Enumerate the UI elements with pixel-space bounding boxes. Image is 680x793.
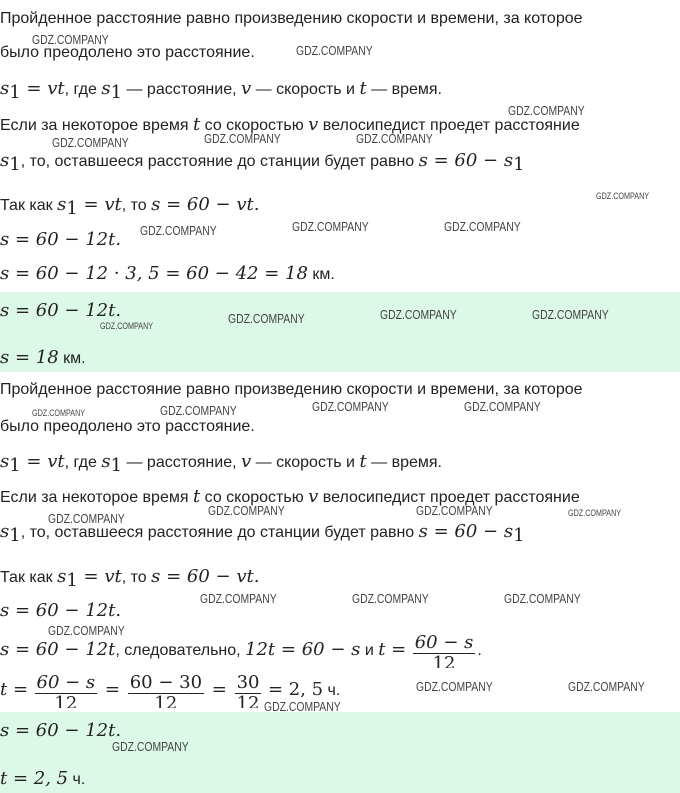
- fraction: $\frac{30}{12}$: [236, 672, 260, 709]
- watermark: GDZ.COMPANY: [52, 135, 129, 150]
- watermark: GDZ.COMPANY: [140, 223, 217, 238]
- watermark: GDZ.COMPANY: [100, 321, 154, 331]
- answer-line: s = 60 − 12t.: [0, 300, 122, 321]
- answer-line: s = 60 − 12t.: [0, 720, 122, 741]
- watermark: GDZ.COMPANY: [264, 699, 341, 714]
- watermark: GDZ.COMPANY: [296, 43, 373, 58]
- watermark: GDZ.COMPANY: [568, 508, 622, 518]
- paragraph-line: Если за некоторое время t со скоростью v велосипедист проедет расстояние: [0, 114, 580, 135]
- fraction: $\frac{60 - 30}{12}$: [129, 672, 203, 709]
- paragraph-line: $s_1$, то, оставшееся расстояние до станции будет равно $s = 60 - s_1$: [0, 521, 525, 547]
- watermark: GDZ.COMPANY: [32, 32, 109, 47]
- formula-line: s = 60 − 12 · 3, 5 = 60 − 42 = 18 км.: [0, 263, 335, 284]
- formula-line: $s_1$ = vt, где $s_1$ — расстояние, v — скорость и t — время.: [0, 451, 442, 477]
- watermark: GDZ.COMPANY: [352, 591, 429, 606]
- watermark: GDZ.COMPANY: [32, 408, 86, 418]
- watermark: GDZ.COMPANY: [48, 623, 125, 638]
- watermark: GDZ.COMPANY: [200, 591, 277, 606]
- formula-line: $s_1$ = vt, где $s_1$ — расстояние, v — скорость и t — время.: [0, 78, 442, 104]
- watermark: GDZ.COMPANY: [292, 219, 369, 234]
- watermark: GDZ.COMPANY: [596, 191, 650, 201]
- paragraph-line: $s_1$, то, оставшееся расстояние до станции будет равно $s = 60 - s_1$: [0, 150, 525, 176]
- paragraph-line: Пройденное расстояние равно произведению скорости и времени, за которое: [0, 10, 583, 27]
- watermark: GDZ.COMPANY: [416, 679, 493, 694]
- watermark: GDZ.COMPANY: [532, 307, 609, 322]
- watermark: GDZ.COMPANY: [48, 511, 125, 526]
- paragraph-line: Если за некоторое время t со скоростью v велосипедист проедет расстояние: [0, 486, 580, 507]
- answer-line: t = 2, 5 ч.: [0, 768, 86, 789]
- paragraph-line: было преодолено это расстояние.: [0, 44, 255, 61]
- fraction: $\frac{60 - s}{12}$: [414, 632, 474, 669]
- watermark: GDZ.COMPANY: [312, 399, 389, 414]
- watermark: GDZ.COMPANY: [568, 679, 645, 694]
- formula-line: t = $\frac{60 - s}{12}$ = $\frac{60 - 30}{12}$ = $\frac{30}{12}$ = 2, 5 ч.: [0, 672, 341, 709]
- formula-line: Так как $s_1$ = vt, то s = 60 − vt.: [0, 194, 260, 220]
- watermark: GDZ.COMPANY: [504, 591, 581, 606]
- formula-line: Так как $s_1$ = vt, то s = 60 − vt.: [0, 566, 260, 592]
- watermark: GDZ.COMPANY: [416, 503, 493, 518]
- watermark: GDZ.COMPANY: [160, 403, 237, 418]
- formula-line: s = 60 − 12t.: [0, 229, 122, 250]
- watermark: GDZ.COMPANY: [380, 307, 457, 322]
- watermark: GDZ.COMPANY: [204, 131, 281, 146]
- fraction: $\frac{60 - s}{12}$: [36, 672, 96, 709]
- formula-line: s = 60 − 12t, следовательно, 12t = 60 − s и t = $\frac{60 - s}{12}$ .: [0, 632, 482, 669]
- watermark: GDZ.COMPANY: [444, 219, 521, 234]
- paragraph-line: Пройденное расстояние равно произведению скорости и времени, за которое: [0, 381, 583, 398]
- watermark: GDZ.COMPANY: [508, 103, 585, 118]
- watermark: GDZ.COMPANY: [464, 399, 541, 414]
- watermark: GDZ.COMPANY: [228, 311, 305, 326]
- paragraph-line: было преодолено это расстояние.: [0, 418, 255, 435]
- watermark: GDZ.COMPANY: [112, 739, 189, 754]
- answer-line: s = 18 км.: [0, 347, 86, 368]
- watermark: GDZ.COMPANY: [208, 503, 285, 518]
- formula-line: s = 60 − 12t.: [0, 600, 122, 621]
- watermark: GDZ.COMPANY: [356, 131, 433, 146]
